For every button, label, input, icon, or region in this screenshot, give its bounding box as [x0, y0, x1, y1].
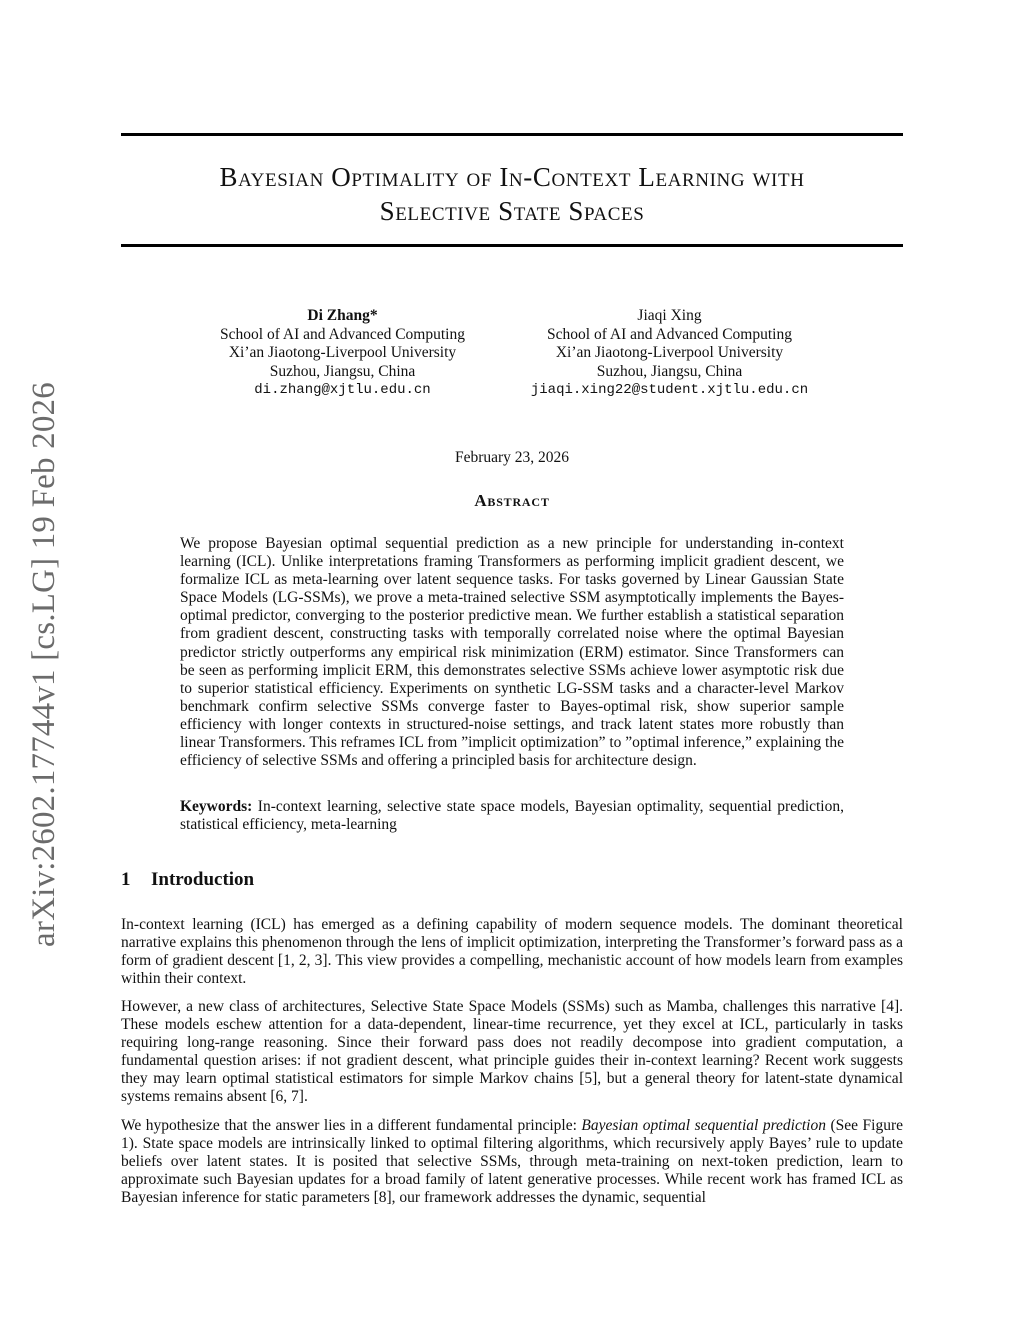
author-location: Suzhou, Jiangsu, China: [269, 362, 416, 380]
author-location: Suzhou, Jiangsu, China: [596, 362, 743, 380]
abstract-heading: Abstract: [474, 491, 550, 510]
author-affiliation: School of AI and Advanced Computing: [220, 325, 465, 343]
author-email[interactable]: jiaqi.xing22@student.xjtlu.edu.cn: [530, 382, 809, 398]
abstract-text: We propose Bayesian optimal sequential prediction as a new principle for understanding in-context learning (ICL). Unlike interpretations framing Transformers as performing implicit gradient descent, we formalize ICL as meta-learning over latent sequence tasks. For tasks governed by Linear Gaussian State Space Models (LG-SSMs), we prove a meta-trained selective SSM asymptotically implements the Bayes-optimal predictor, converging to the posterior predictive mean. We further establish a statistical separation from gradient descent, constructing tasks with temporally correlated noise where the optimal Bayesian predictor strictly outperforms any empirical risk minimization (ERM) estimator. Since Transformers can be seen as performing implicit ERM, this demonstrates selective SSMs achieve lower asymptotic risk due to superior statistical efficiency. Experiments on synthetic LG-SSM tasks and a character-level Markov benchmark confirm selective SSMs converge faster to Bayes-optimal risk, show superior sample efficiency with longer contexts in structured-noise settings, and track latent states more robustly than linear Transformers. This reframes ICL from ”implicit optimization” to ”optimal inference,” explaining the efficiency of selective SSMs and offering a principled basis for architecture design.: [180, 535, 844, 770]
keywords-line: [180, 798, 844, 834]
author-affiliation: School of AI and Advanced Computing: [547, 325, 792, 343]
paragraph-3-emphasis: Bayesian optimal sequential prediction: [581, 1117, 826, 1134]
author-name: Jiaqi Xing: [637, 307, 702, 324]
author-block-2: [517, 307, 822, 400]
intro-paragraph-2: However, a new class of architectures, Selective State Space Models (SSMs) such as Mamba, challenges this narrative [4]. These models eschew attention for a data-dependent, linear-time recurrence, yet they excel at ICL, particularly in tasks requiring long-range reasoning. Since their forward pass does not readily decompose into gradient computation, a fundamental question arises: if not gradient descent, what principle guides their in-context learning? Recent work suggests they may learn optimal statistical estimators for simple Markov chains [5], but a general theory for latent-state dynamical systems remains absent [6, 7].: [121, 998, 903, 1106]
keywords-label: Keywords:: [180, 798, 253, 815]
section-title: Introduction: [151, 869, 255, 890]
section-number: 1: [121, 869, 131, 890]
title-top-rule: [121, 133, 903, 136]
keywords-text: In-context learning, selective state space models, Bayesian optimality, sequential prediction, statistical efficiency, meta-learning: [180, 798, 844, 834]
paragraph-3-text-start: We hypothesize that the answer lies in a different fundamental principle:: [121, 1117, 582, 1134]
paragraph-3-text-end: (See Figure 1). State space models are intrinsically linked to optimal filtering algorithms, which recursively apply Bayes’ rule to update beliefs over latent states. It is posited that selective SSMs, through meta-training on next-token prediction, learn to approximate such Bayesian updates for a broad family of latent generative processes. While recent work has framed ICL as Bayesian inference for static parameters [8], our framework addresses the dynamic, sequential: [121, 1117, 903, 1207]
title-bottom-rule: [121, 244, 903, 247]
arxiv-id-text: arXiv:2602.17744v1 [cs.LG] 19 Feb 2026: [25, 382, 62, 947]
author-university: Xi’an Jiaotong-Liverpool University: [555, 344, 784, 361]
title-line-2: Selective State Spaces: [379, 196, 645, 226]
author-block-1: [200, 307, 485, 400]
paper-title: [121, 160, 903, 228]
intro-paragraph-3: [121, 1117, 903, 1207]
author-email[interactable]: di.zhang@xjtlu.edu.cn: [254, 382, 431, 398]
paper-date: February 23, 2026: [454, 449, 570, 466]
author-name: Di Zhang*: [307, 307, 378, 324]
intro-paragraph-1: In-context learning (ICL) has emerged as a defining capability of modern sequence models. The dominant theoretical narrative explains this phenomenon through the lens of implicit optimization, interpreting the Transformer’s forward pass as a form of gradient descent [1, 2, 3]. This view provides a compelling, mechanistic account of how models learn from examples within their context.: [121, 916, 903, 988]
arxiv-identifier-stamp: [14, 372, 74, 957]
title-line-1: Bayesian Optimality of In-Context Learning with: [219, 162, 805, 192]
section-heading-introduction: [121, 869, 254, 891]
author-university: Xi’an Jiaotong-Liverpool University: [228, 344, 457, 361]
